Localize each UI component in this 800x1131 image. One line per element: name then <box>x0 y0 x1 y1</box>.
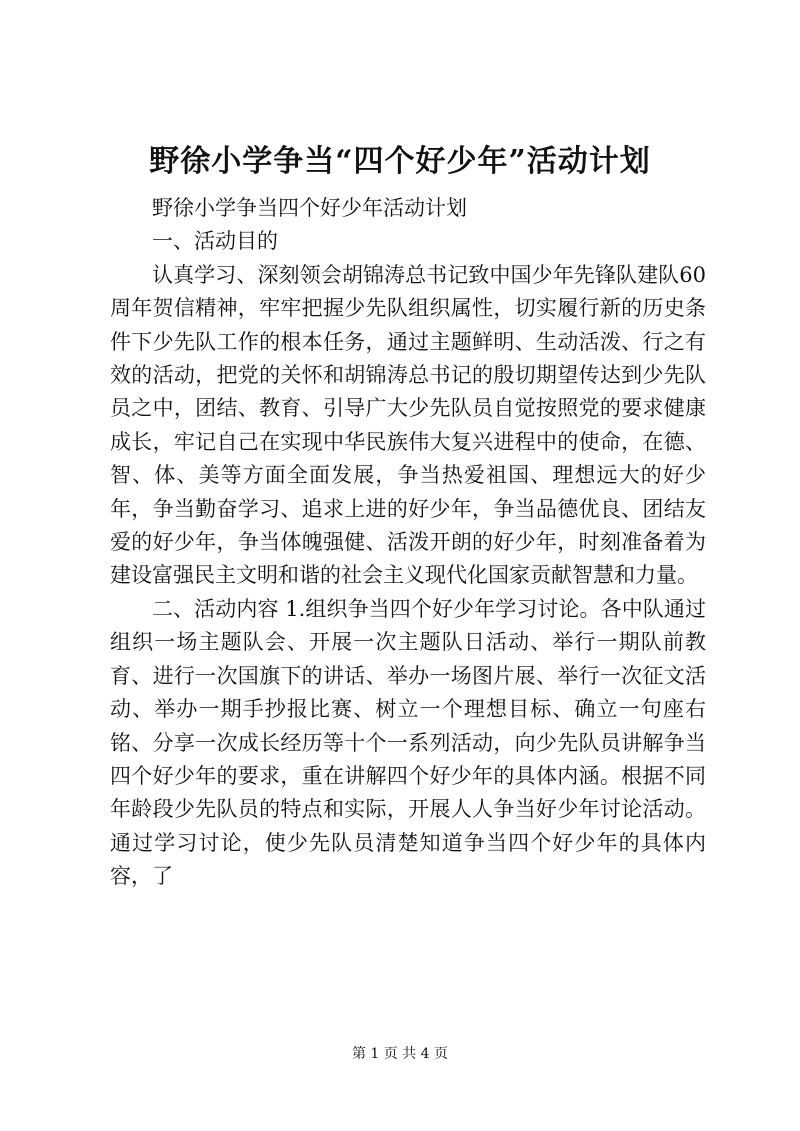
document-body <box>110 192 706 894</box>
purpose-paragraph: 认真学习、深刻领会胡锦涛总书记致中国少年先锋队建队60周年贺信精神，牢牢把握少先队组织属性，切实履行新的历史条件下少先队工作的根本任务，通过主题鲜明、生动活泼、行之有效的活动，把党的关怀和胡锦涛总书记的殷切期望传达到少先队员之中，团结、教育、引导广大少先队员自觉按照党的要求健康成长，牢记自己在实现中华民族伟大复兴进程中的使命，在德、智、体、美等方面全面发展，争当热爱祖国、理想远大的好少年，争当勤奋学习、追求上进的好少年，争当品德优良、团结友爱的好少年，争当体魄强健、活泼开朗的好少年，时刻准备着为建设富强民主文明和谐的社会主义现代化国家贡献智慧和力量。 <box>110 262 706 588</box>
document-title: 野徐小学争当“四个好少年”活动计划 <box>149 144 651 179</box>
section-heading-purpose: 一、活动目的 <box>152 229 278 254</box>
subtitle-paragraph: 野徐小学争当四个好少年活动计划 <box>152 196 467 220</box>
page-footer: 第 1 页 共 4 页 <box>351 1046 449 1062</box>
content-paragraph: 二、活动内容 1.组织争当四个好少年学习讨论。各中队通过组织一场主题队会、开展一次主题队日活动、举行一期队前教育、进行一次国旗下的讲话、举办一场图片展、举行一次征文活动、举办一期手抄报比赛、树立一个理想目标、确立一句座右铭、分享一次成长经历等十个一系列活动，向少先队员讲解争当四个好少年的要求，重在讲解四个好少年的具体内涵。根据不同年龄段少先队员的特点和实际，开展人人争当好少年讨论活动。通过学习讨论，使少先队员清楚知道争当四个好少年的具体内容，了 <box>110 596 706 889</box>
